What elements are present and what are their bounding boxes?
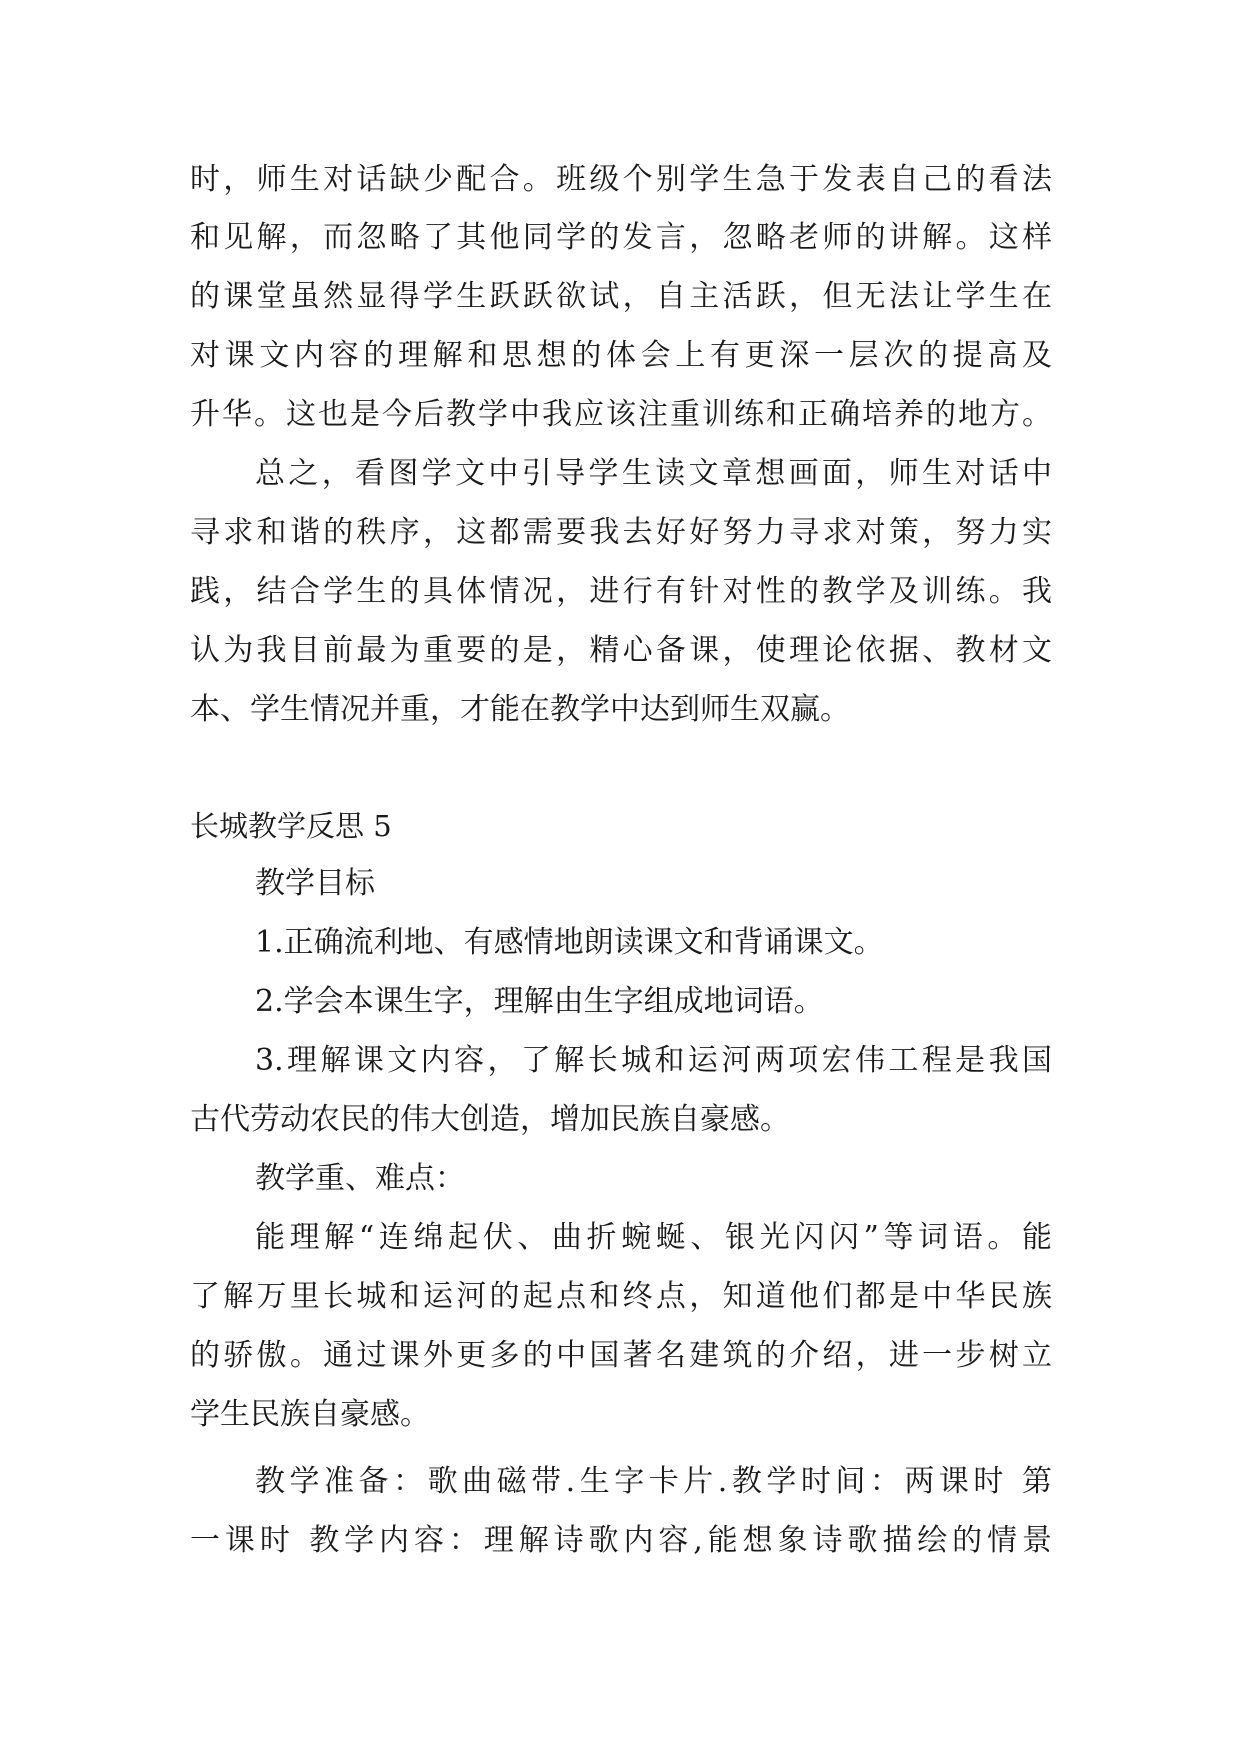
- paragraph-line: 升华。这也是今后教学中我应该注重训练和正确培养的地方。: [190, 397, 1052, 432]
- paragraph-line: 寻求和谐的秩序，这都需要我去好好努力寻求对策，努力实: [190, 515, 1052, 550]
- objectives-title: 教学目标: [255, 866, 375, 901]
- keypoints-title: 教学重、难点：: [255, 1161, 465, 1196]
- paragraph-line: 践，结合学生的具体情况，进行有针对性的教学及训练。我: [190, 574, 1052, 609]
- preparation-line: 一课时 教学内容：理解诗歌内容,能想象诗歌描绘的情景: [190, 1523, 1052, 1558]
- preparation-line: 教学准备：歌曲磁带.生字卡片.教学时间：两课时 第: [255, 1464, 1052, 1499]
- section-heading: 长城教学反思 5: [190, 809, 392, 843]
- paragraph-line: 认为我目前最为重要的是，精心备课，使理论依据、教材文: [190, 633, 1052, 668]
- paragraph-line: 的骄傲。通过课外更多的中国著名建筑的介绍，进一步树立: [190, 1338, 1052, 1373]
- objective-item-3: 3.理解课文内容，了解长城和运河两项宏伟工程是我国: [255, 1043, 1052, 1078]
- paragraph-line: 对课文内容的理解和思想的体会上有更深一层次的提高及: [190, 338, 1052, 373]
- paragraph-line: 时，师生对话缺少配合。班级个别学生急于发表自己的看法: [190, 162, 1052, 197]
- paragraph-line: 的课堂虽然显得学生跃跃欲试，自主活跃，但无法让学生在: [190, 279, 1052, 314]
- paragraph-line: 了解万里长城和运河的起点和终点，知道他们都是中华民族: [190, 1279, 1052, 1314]
- paragraph-line: 学生民族自豪感。: [190, 1397, 430, 1432]
- paragraph-line: 本、学生情况并重，才能在教学中达到师生双赢。: [190, 692, 850, 727]
- objective-item-3-cont: 古代劳动农民的伟大创造，增加民族自豪感。: [190, 1102, 790, 1137]
- objective-item-2: 2.学会本课生字，理解由生字组成地词语。: [255, 984, 824, 1019]
- paragraph-line: 总之，看图学文中引导学生读文章想画面，师生对话中: [255, 456, 1052, 491]
- paragraph-line: 和见解，而忽略了其他同学的发言，忽略老师的讲解。这样: [190, 220, 1052, 255]
- objective-item-1: 1.正确流利地、有感情地朗读课文和背诵课文。: [255, 925, 884, 960]
- paragraph-line: 能理解“连绵起伏、曲折蜿蜒、银光闪闪”等词语。能: [255, 1220, 1052, 1255]
